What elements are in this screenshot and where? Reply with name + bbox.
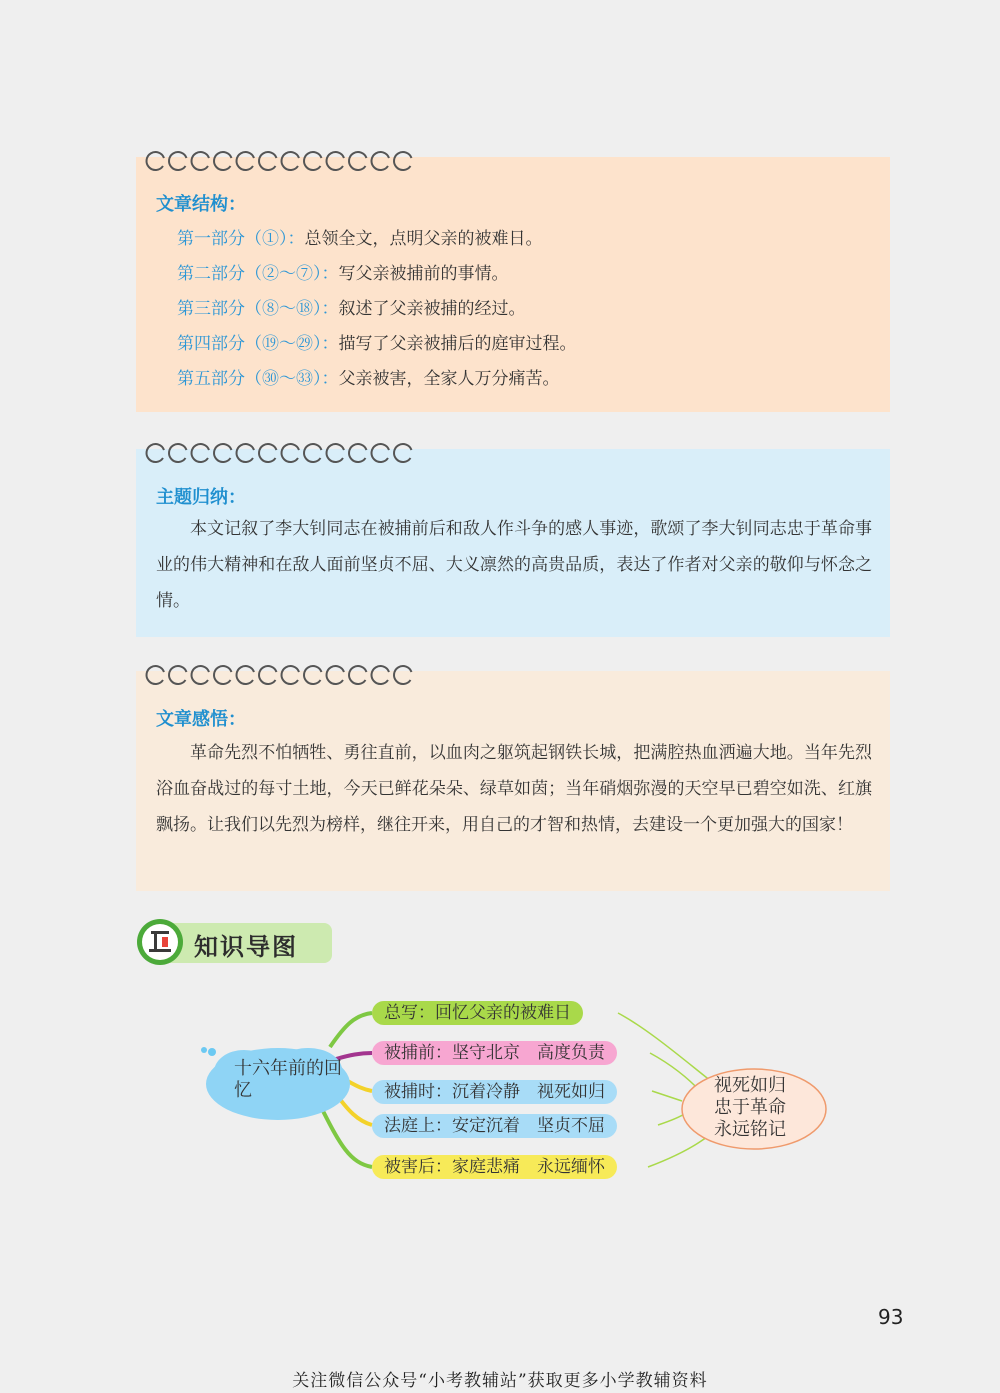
- spiral-binding-icon: [144, 438, 412, 464]
- branch-after-death: 被害后：家庭悲痛 永远缅怀: [372, 1155, 617, 1179]
- spiral-binding-icon: [144, 146, 412, 172]
- structure-card: [136, 157, 890, 412]
- page-number: 93: [878, 1305, 904, 1329]
- summary-line: 永远铭记: [714, 1119, 786, 1140]
- mindmap: [0, 985, 1000, 1205]
- mindmap-heading: 知识导图: [194, 933, 298, 961]
- footer-note: 关注微信公众号“小考教辅站”获取更多小学教辅资料: [292, 1371, 708, 1391]
- summary-line: 视死如归: [714, 1075, 786, 1096]
- structure-item: [177, 227, 577, 262]
- branch-in-court: 法庭上：安定沉着 坚贞不屈: [372, 1114, 617, 1138]
- center-topic-bubble: [198, 1040, 350, 1122]
- spiral-binding-icon: [144, 660, 412, 686]
- theme-text: 本文记叙了李大钊同志在被捕前后和敌人作斗争的感人事迹，歌颂了李大钊同志忠于革命事业的伟大精神和在敌人面前坚贞不屈、大义凛然的高贵品质，表达了作者对父亲的敬仰与怀念之情。: [156, 519, 872, 611]
- insight-title: 文章感悟：: [156, 709, 246, 730]
- structure-list: [177, 227, 577, 402]
- structure-item-head: 第三部分（⑧～⑱）：: [177, 299, 339, 319]
- mindmap-heading-badge: [136, 918, 332, 966]
- structure-item-head: 第五部分（㉚～㉝）：: [177, 369, 339, 389]
- flask-icon: [136, 918, 184, 966]
- branch-before-arrest: 被捕前：坚守北京 高度负责: [372, 1041, 617, 1065]
- theme-card: [136, 449, 890, 637]
- summary-text: [714, 1075, 830, 1141]
- summary-line: 忠于革命: [714, 1097, 786, 1118]
- insight-card: [136, 671, 890, 891]
- branch-during-arrest: 被捕时：沉着冷静 视死如归: [372, 1080, 617, 1104]
- structure-item: [177, 367, 577, 402]
- theme-title: 主题归纳：: [156, 487, 246, 508]
- structure-title: 文章结构：: [156, 194, 246, 215]
- branch-summary: 总写：回忆父亲的被难日: [372, 1001, 583, 1025]
- structure-item-desc: 描写了父亲被捕后的庭审过程。: [338, 334, 577, 354]
- structure-item: [177, 262, 577, 297]
- structure-item-desc: 父亲被害，全家人万分痛苦。: [338, 369, 560, 389]
- summary-bubble: [672, 1065, 830, 1153]
- structure-item: [177, 332, 577, 367]
- center-topic: 十六年前的回忆: [234, 1058, 342, 1101]
- structure-item: [177, 297, 577, 332]
- structure-item-head: 第二部分（②～⑦）：: [177, 264, 339, 284]
- structure-item-desc: 写父亲被捕前的事情。: [338, 264, 509, 284]
- structure-item-desc: 叙述了父亲被捕的经过。: [338, 299, 526, 319]
- structure-item-desc: 总领全文，点明父亲的被难日。: [304, 229, 543, 249]
- structure-item-head: 第一部分（①）：: [177, 229, 305, 249]
- insight-text: 革命先烈不怕牺牲、勇往直前，以血肉之躯筑起钢铁长城，把满腔热血洒遍大地。当年先烈浴血奋战过的每寸土地，今天已鲜花朵朵、绿草如茵；当年硝烟弥漫的天空早已碧空如洗、红旗飘扬。让我们以先烈为榜样，继往开来，用自己的才智和热情，去建设一个更加强大的国家！: [156, 743, 872, 835]
- structure-item-head: 第四部分（⑲～㉙）：: [177, 334, 339, 354]
